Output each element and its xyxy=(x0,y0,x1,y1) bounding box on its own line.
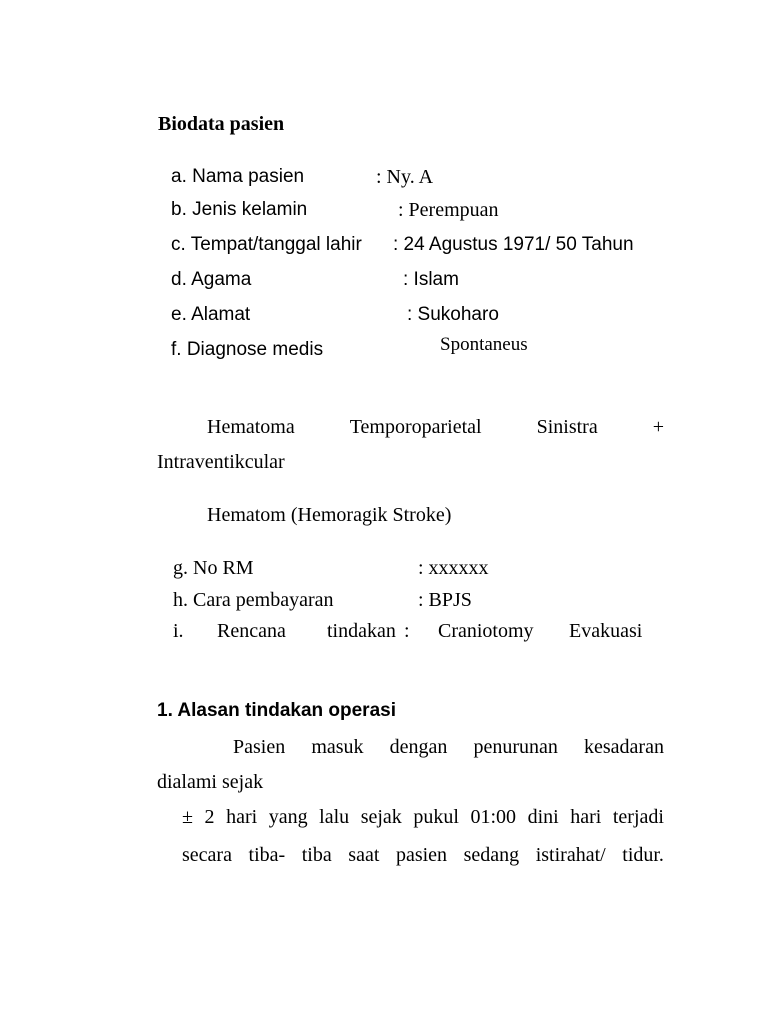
biodata-label-agama: d. Agama xyxy=(171,269,252,290)
rencana-value-1: Craniotomy xyxy=(438,620,534,642)
rencana-marker: i. xyxy=(173,620,184,642)
diagnosis-word: Hematoma xyxy=(207,416,295,438)
rencana-label-2: tindakan xyxy=(327,620,396,642)
biodata-label-alamat: e. Alamat xyxy=(171,304,251,325)
diagnosis-word: Sinistra xyxy=(536,416,598,438)
paragraph-line-2: dialami sejak xyxy=(157,771,264,793)
rencana-colon: : xyxy=(404,620,410,642)
section-heading: 1. Alasan tindakan operasi xyxy=(157,700,396,721)
biodata-label-diagnose: f. Diagnose medis xyxy=(171,339,324,360)
paragraph-word: masuk xyxy=(311,736,364,758)
biodata-value-pembayaran: : BPJS xyxy=(418,589,472,611)
biodata-value-alamat: : Sukoharo xyxy=(407,304,499,325)
paragraph-word: kesadaran xyxy=(584,736,664,758)
paragraph-word: sedang xyxy=(463,844,520,866)
rencana-value-2: Evakuasi xyxy=(569,620,643,642)
paragraph-word: ± xyxy=(182,806,193,828)
paragraph-word: hari xyxy=(570,806,602,828)
paragraph-word: sejak xyxy=(360,806,402,828)
paragraph-word: dini xyxy=(527,806,559,828)
biodata-value-norm: : xxxxxx xyxy=(418,557,489,579)
diagnosis-line-1 xyxy=(207,417,664,437)
biodata-label-pembayaran: h. Cara pembayaran xyxy=(173,589,334,611)
biodata-value-nama: : Ny. A xyxy=(376,166,434,188)
paragraph-word: 01:00 xyxy=(470,806,517,828)
paragraph-word: lalu xyxy=(319,806,350,828)
paragraph-line-1 xyxy=(233,737,664,757)
diagnosis-line-3: Hematom (Hemoragik Stroke) xyxy=(207,504,452,526)
paragraph-word: pukul xyxy=(413,806,459,828)
biodata-label-ttl: c. Tempat/tanggal lahir xyxy=(171,234,362,255)
paragraph-word: tidur. xyxy=(622,844,664,866)
paragraph-word: pasien xyxy=(395,844,448,866)
diagnosis-line-2: Intraventikcular xyxy=(157,451,285,473)
biodata-label-nama: a. Nama pasien xyxy=(171,166,305,187)
paragraph-word: terjadi xyxy=(612,806,664,828)
diagnosis-word: Temporoparietal xyxy=(349,416,482,438)
paragraph-word: 2 xyxy=(204,806,215,828)
rencana-label: Rencana xyxy=(217,620,286,642)
paragraph-word: yang xyxy=(268,806,308,828)
paragraph-line-3 xyxy=(182,807,664,827)
paragraph-word: secara xyxy=(182,844,232,866)
paragraph-word: saat xyxy=(348,844,380,866)
paragraph-line-4 xyxy=(182,845,664,865)
paragraph-word: dengan xyxy=(389,736,448,758)
biodata-value-ttl: : 24 Agustus 1971/ 50 Tahun xyxy=(393,234,634,255)
diagnosis-word: + xyxy=(652,416,664,438)
biodata-label-norm: g. No RM xyxy=(173,557,254,579)
biodata-value-jenis-kelamin: : Perempuan xyxy=(398,199,499,221)
page-title: Biodata pasien xyxy=(158,113,285,135)
paragraph-word: istirahat/ xyxy=(535,844,606,866)
paragraph-word: tiba xyxy=(301,844,332,866)
biodata-value-diagnose: Spontaneus xyxy=(440,334,528,355)
paragraph-word: Pasien xyxy=(233,736,286,758)
biodata-value-agama: : Islam xyxy=(403,269,459,290)
paragraph-word: hari xyxy=(226,806,258,828)
paragraph-word: tiba- xyxy=(248,844,286,866)
biodata-label-jenis-kelamin: b. Jenis kelamin xyxy=(171,199,308,220)
paragraph-word: penurunan xyxy=(473,736,558,758)
